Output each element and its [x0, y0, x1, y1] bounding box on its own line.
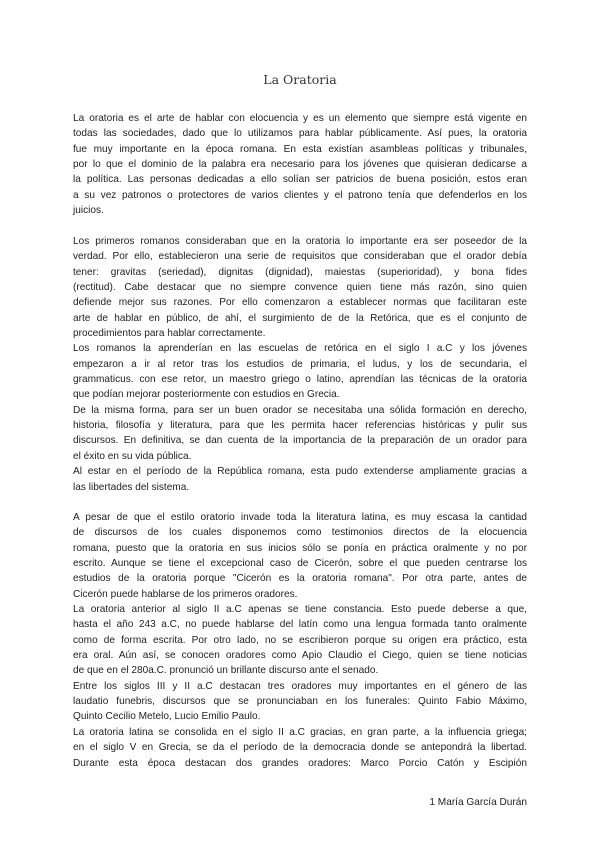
text-line: Entre los siglos III y II a.C destacan tres oradores muy importantes en el género de las — [73, 680, 527, 692]
text-line: verdad. Por ello, establecieron una serie de requisitos que consideraban que el orador debía — [73, 251, 527, 263]
paragraph — [73, 510, 527, 602]
section-origins — [73, 234, 527, 495]
text-line: Los primeros romanos consideraban que en la oratoria lo importante era ser poseedor de la — [73, 236, 527, 247]
text-line: procedimientos para hablar correctamente. — [73, 328, 266, 340]
text-line: La oratoria es el arte de hablar con elocuencia y es un elemento que siempre está vigente en — [73, 113, 527, 124]
text-line: por lo que el dominio de la palabra era necesario para los jóvenes que quisieran dedicarse a — [73, 159, 527, 171]
paragraph — [73, 725, 527, 771]
text-line: como de forma escrita. Por otro lado, no se escribieron porque su origen era práctico, esta — [73, 634, 527, 646]
text-line: estudios de la oratoria porque "Cicerón es la oratoria romana". Por otra parte, antes de — [73, 573, 527, 585]
text-line: era oral. Aún así, se conocen oradores como Apio Claudio el Ciego, quien se tiene noticias — [73, 650, 527, 662]
page-footer: 1 María García Durán — [429, 797, 527, 808]
text-line: tener: gravitas (seriedad), dignitas (dignidad), maiestas (superioridad), y bona fides — [73, 266, 527, 278]
text-line: arte de hablar en público, de ahí, el surgimiento de de la Retórica, que es el conjunto de — [73, 312, 527, 324]
section-introduction — [73, 111, 527, 218]
text-line: Durante esta época destacan dos grandes oradores: Marco Porcio Catón y Escipión — [73, 757, 527, 769]
text-line: defiende mejor sus razones. Por ello comenzaron a establecer normas que facilitaran este — [73, 297, 527, 309]
text-line: juicios. — [73, 205, 104, 217]
paragraph — [73, 234, 527, 341]
text-line: a su vez patronos o protectores de varios clientes y el patrono tenía que defenderlos en los — [73, 189, 527, 201]
text-line: historia, filosofía y literatura, para que les permita hacer referencias históricas y pulir sus — [73, 420, 527, 432]
text-line: (rectitud). Cabe destacar que no siempre convence quien tiene más razón, sino quien — [73, 282, 527, 294]
text-line: Cicerón puede hablarse de los primeros oradores. — [73, 588, 298, 600]
text-line: en el siglo V en Grecia, se da el período de la democracia donde se antepondrá la libertad. — [73, 742, 527, 754]
text-line: todas las sociedades, dado que lo utilizamos para hablar públicamente. Así pues, la oratoria — [73, 128, 527, 140]
paragraph — [73, 341, 527, 402]
text-line: empezaron a ir al retor tras los estudios de primaria, el ludus, y los de secundaria, el — [73, 358, 527, 370]
text-line: el éxito en su vida pública. — [73, 450, 192, 462]
text-line: La oratoria latina se consolida en el siglo II a.C gracias, en gran parte, a la influencia griega; — [73, 726, 527, 738]
text-line: grammaticus. con ese retor, un maestro griego o latino, aprendían las técnicas de la oratoria — [73, 374, 527, 386]
text-line: laudatio funebris, discursos que se pronunciaban en los funerales: Quinto Fabio Máximo, — [73, 696, 527, 708]
text-line: fue muy importante en la época romana. En esta existían asambleas políticas y tribunales, — [73, 143, 527, 155]
paragraph — [73, 602, 527, 679]
paragraph — [73, 464, 527, 495]
text-line: romana, puesto que la oratoria en sus inicios sólo se ponía en práctica oralmente y no por — [73, 542, 527, 554]
text-line: de discursos de los cuales disponemos como testimonios directos de la elocuencia — [73, 527, 527, 539]
text-line: las libertades del sistema. — [73, 481, 190, 493]
text-line: la política. Las personas dedicadas a ello solían ser patricios de buena posición, estos eran — [73, 174, 527, 186]
text-line: escrito. Aunque se tiene el excepcional caso de Cicerón, sobre el que pueden centrarse los — [73, 558, 527, 570]
text-line: Al estar en el período de la República romana, esta pudo extenderse ampliamente gracias a — [73, 466, 527, 478]
text-line: hasta el año 243 a.C, no puede hablarse del latín como una lengua formada tanto oralmente — [73, 619, 527, 631]
text-line: Quinto Cecilio Metelo, Lucio Emilio Paulo. — [73, 711, 261, 723]
paragraph — [73, 679, 527, 725]
text-line: de que en el 280a.C. pronunció un brillante discurso ante el senado. — [73, 665, 379, 677]
text-line: discursos. En definitiva, se dan cuenta de la importancia de la preparación de un orador para — [73, 435, 527, 447]
document-title: La Oratoria — [263, 72, 337, 87]
paragraph — [73, 111, 527, 218]
text-line: Los romanos la aprenderían en las escuelas de retórica en el siglo I a.C y los jóvenes — [73, 343, 527, 355]
text-line: que podían mejorar posteriormente con estudios en Grecia. — [73, 389, 340, 401]
text-line: La oratoria anterior al siglo II a.C apenas se tiene constancia. Esto puede deberse a que, — [73, 604, 527, 616]
text-line: A pesar de que el estilo oratorio invade toda la literatura latina, es muy escasa la cantidad — [73, 512, 527, 523]
section-history — [73, 510, 527, 771]
paragraph — [73, 403, 527, 464]
text-line: De la misma forma, para ser un buen orador se necesitaba una sólida formación en derecho, — [73, 404, 527, 416]
